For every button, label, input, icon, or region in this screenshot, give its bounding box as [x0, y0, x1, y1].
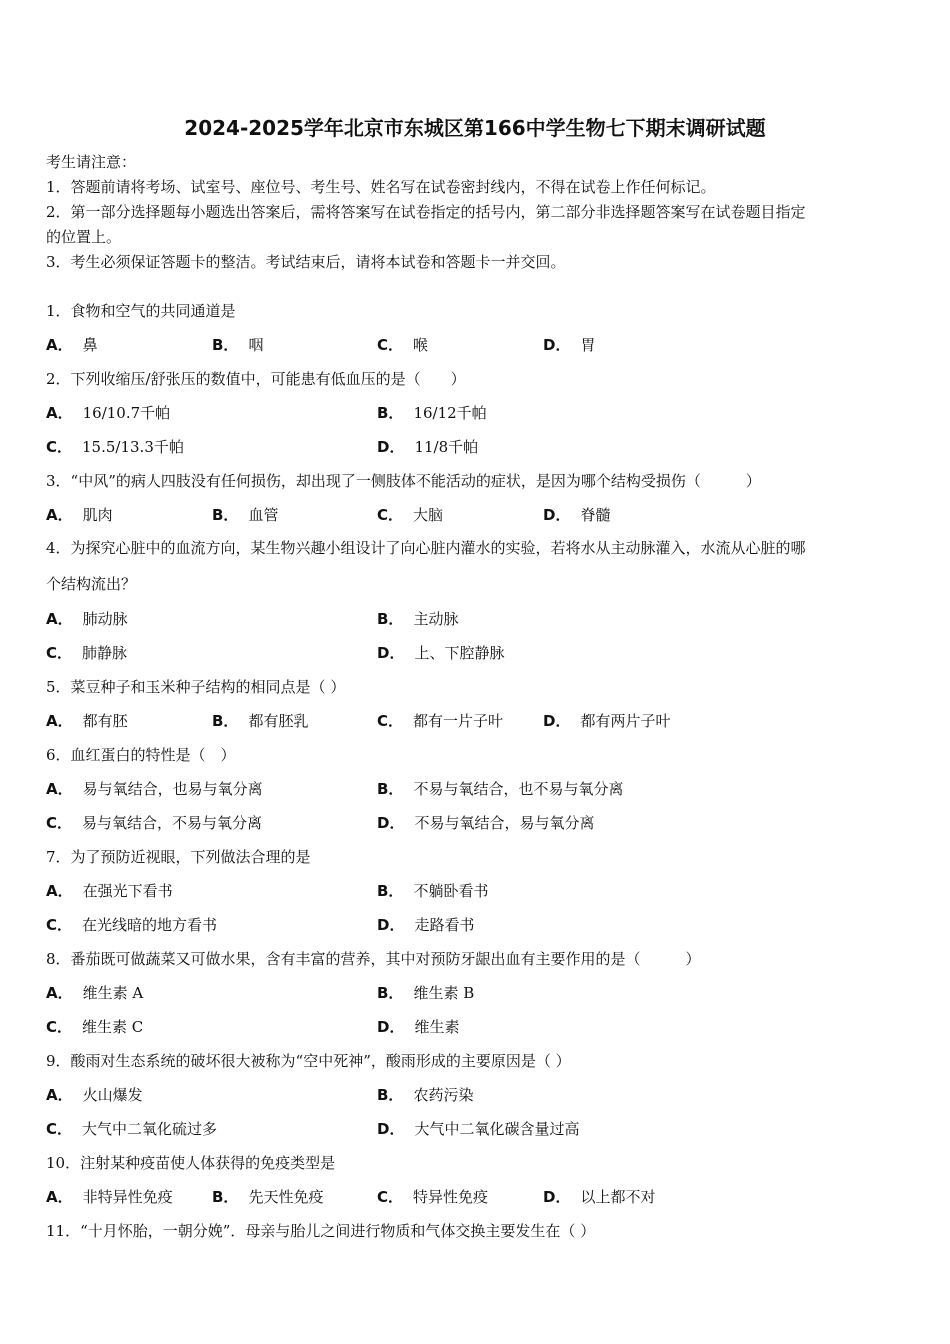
question-5-stem: 5．菜豆种子和玉米种子结构的相同点是（ ）: [46, 678, 346, 696]
question-8-option-b: B． 维生素 B: [377, 984, 475, 1002]
question-10-stem: 10．注射某种疫苗使人体获得的免疫类型是: [46, 1154, 336, 1172]
question-6-stem: 6．血红蛋白的特性是（ ）: [46, 746, 236, 764]
question-4-option-d: D． 上、下腔静脉: [377, 644, 505, 662]
question-3-option-c: C． 大脑: [377, 506, 444, 524]
question-5-option-a: A． 都有胚: [46, 712, 128, 730]
notice-item-1: 1．答题前请将考场、试室号、座位号、考生号、姓名写在试卷密封线内，不得在试卷上作任何标记。: [46, 178, 716, 196]
question-7-option-c: C． 在光线暗的地方看书: [46, 916, 218, 934]
question-6-option-b: B． 不易与氧结合，也不易与氧分离: [377, 780, 624, 798]
notice-heading: 考生请注意：: [46, 153, 137, 171]
question-3-option-a: A． 肌肉: [46, 506, 113, 524]
notice-item-3: 3．考生必须保证答题卡的整洁。考试结束后，请将本试卷和答题卡一并交回。: [46, 253, 566, 271]
question-4-option-b: B． 主动脉: [377, 610, 459, 628]
question-4-stem: 4．为探究心脏中的血流方向，某生物兴趣小组设计了向心脏内灌水的实验，若将水从主动脉灌入，水流从心脏的哪: [46, 539, 806, 557]
question-2-option-c: C． 15.5/13.3千帕: [46, 438, 184, 456]
notice-item-2-cont: 的位置上。: [46, 228, 122, 246]
question-10-option-c: C． 特异性免疫: [377, 1188, 489, 1206]
question-5-option-b: B． 都有胚乳: [212, 712, 309, 730]
question-9-stem: 9．酸雨对生态系统的破坏很大被称为“空中死神”，酸雨形成的主要原因是（ ）: [46, 1052, 571, 1070]
question-1-option-a: A． 鼻: [46, 336, 98, 354]
question-6-option-a: A． 易与氧结合，也易与氧分离: [46, 780, 263, 798]
question-2-option-d: D． 11/8千帕: [377, 438, 479, 456]
question-7-stem: 7．为了预防近视眼，下列做法合理的是: [46, 848, 311, 866]
question-2-stem: 2．下列收缩压/舒张压的数值中，可能患有低血压的是（ ）: [46, 370, 466, 388]
question-2-option-b: B． 16/12千帕: [377, 404, 487, 422]
question-10-option-a: A． 非特异性免疫: [46, 1188, 173, 1206]
question-4-option-a: A． 肺动脉: [46, 610, 128, 628]
question-1-stem: 1．食物和空气的共同通道是: [46, 302, 236, 320]
question-3-option-d: D． 脊髓: [543, 506, 611, 524]
page-title: 2024-2025学年北京市东城区第166中学生物七下期末调研试题: [184, 116, 766, 140]
question-8-option-a: A． 维生素 A: [46, 984, 144, 1002]
question-8-option-d: D． 维生素: [377, 1018, 460, 1036]
question-1-option-d: D． 胃: [543, 336, 596, 354]
question-3-option-b: B． 血管: [212, 506, 279, 524]
question-7-option-a: A． 在强光下看书: [46, 882, 173, 900]
question-10-option-b: B． 先天性免疫: [212, 1188, 324, 1206]
question-11-stem: 11．“十月怀胎，一朝分娩”．母亲与胎儿之间进行物质和气体交换主要发生在（ ）: [46, 1222, 596, 1240]
notice-item-2: 2．第一部分选择题每小题选出答案后，需将答案写在试卷指定的括号内，第二部分非选择题答案写在试卷题目指定: [46, 203, 806, 221]
question-7-option-b: B． 不躺卧看书: [377, 882, 489, 900]
question-5-option-c: C． 都有一片子叶: [377, 712, 504, 730]
question-2-option-a: A． 16/10.7千帕: [46, 404, 171, 422]
question-5-option-d: D． 都有两片子叶: [543, 712, 671, 730]
question-4-stem-cont: 个结构流出？: [46, 575, 137, 593]
question-1-option-c: C． 喉: [377, 336, 429, 354]
question-6-option-c: C． 易与氧结合，不易与氧分离: [46, 814, 263, 832]
question-3-stem: 3．“中风”的病人四肢没有任何损伤，却出现了一侧肢体不能活动的症状，是因为哪个结构受损伤（ ）: [46, 472, 761, 490]
question-4-option-c: C． 肺静脉: [46, 644, 128, 662]
question-6-option-d: D． 不易与氧结合，易与氧分离: [377, 814, 595, 832]
question-9-option-d: D． 大气中二氧化碳含量过高: [377, 1120, 580, 1138]
question-7-option-d: D． 走路看书: [377, 916, 475, 934]
question-10-option-d: D． 以上都不对: [543, 1188, 656, 1206]
question-9-option-c: C． 大气中二氧化硫过多: [46, 1120, 218, 1138]
question-8-option-c: C． 维生素 C: [46, 1018, 144, 1036]
question-9-option-b: B． 农药污染: [377, 1086, 474, 1104]
question-9-option-a: A． 火山爆发: [46, 1086, 143, 1104]
question-8-stem: 8．番茄既可做蔬菜又可做水果，含有丰富的营养，其中对预防牙龈出血有主要作用的是（ ）: [46, 950, 701, 968]
question-1-option-b: B． 咽: [212, 336, 264, 354]
